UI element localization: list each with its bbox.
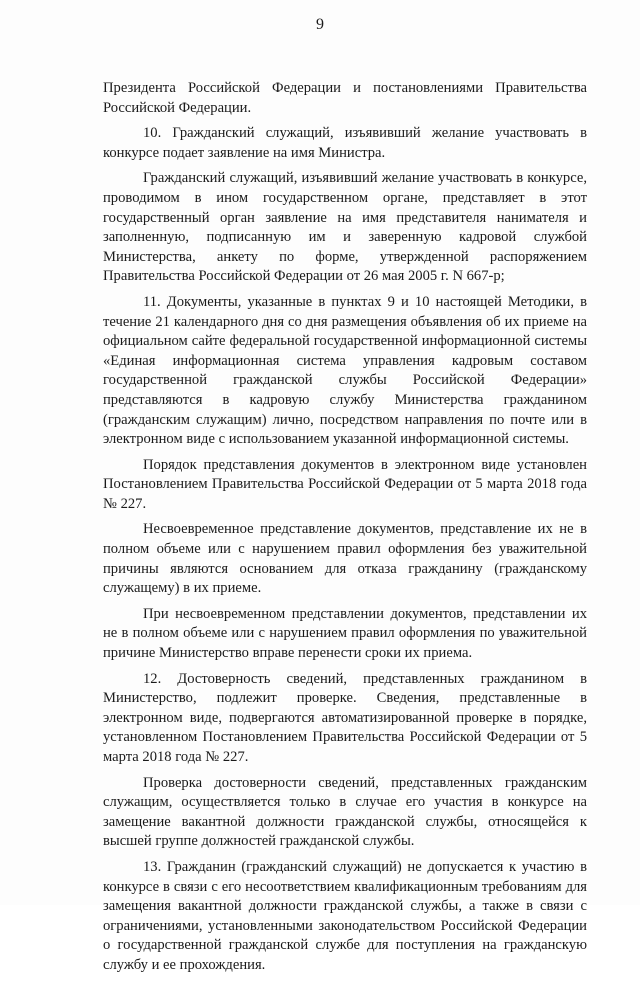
paragraph-item-10: 10. Гражданский служащий, изъявивший желание участвовать в конкурсе подает заявление на имя Министра. (103, 125, 587, 161)
document-body (103, 79, 587, 982)
paragraph-item-12: 12. Достоверность сведений, представленных гражданином в Министерство, подлежит проверке. Сведения, представленные в электронном виде, подвергаются автоматизированной проверке в порядке, установленном Постановлением Правительства Российской Федерации от 5 марта 2018 года № 227. (103, 670, 587, 765)
paragraph: Несвоевременное представление документов, представление их не в полном объеме или с нарушением правил оформления без уважительной причины являются основанием для отказа гражданину (гражданскому служащему) в их приеме. (103, 521, 587, 597)
paragraph: Проверка достоверности сведений, представленных гражданским служащим, осуществляется только в случае его участия в конкурсе на замещение вакантной должности гражданской службы, относящейся к высшей группе должностей гражданской службы. (103, 774, 587, 850)
paragraph-item-13: 13. Гражданин (гражданский служащий) не допускается к участию в конкурсе в связи с его несоответствием квалификационным требованиям для замещения вакантной должности гражданской службы, а также в связи с ограничениями, установленными законодательством Российской Федерации о государственной гражданской службе для поступления на гражданскую службу и ее прохождения. (103, 858, 587, 973)
paragraph: Порядок представления документов в электронном виде установлен Постановлением Правительства Российской Федерации от 5 марта 2018 года № 227. (103, 456, 587, 512)
paragraph-item-11: 11. Документы, указанные в пунктах 9 и 10 настоящей Методики, в течение 21 календарного дня со дня размещения объявления об их приеме на официальном сайте федеральной государственной информационной системы «Единая информационная система управления кадровым составом государственной гражданской службы Российской Федерации» представляются в кадровую службу Министерства гражданином (гражданским служащим) лично, посредством направления по почте или в электронном виде с использованием указанной информационной системы. (103, 293, 587, 448)
page-number: 9 (316, 16, 324, 33)
paragraph: При несвоевременном представлении документов, представлении их не в полном объеме или с нарушением правил оформления по уважительной причине Министерство вправе перенести сроки их приема. (103, 605, 587, 662)
paragraph-continuation: Президента Российской Федерации и постановлениями Правительства Российской Федерации. (103, 80, 587, 116)
paragraph: Гражданский служащий, изъявивший желание участвовать в конкурсе, проводимом в ином государственном органе, представляет в этот государственный орган заявление на имя представителя нанимателя и заполненную, подписанную им и заверенную кадровой службой Министерства, анкету по форме, утвержденной распоряжением Правительства Российской Федерации от 26 мая 2005 г. N 667-р; (103, 170, 587, 285)
